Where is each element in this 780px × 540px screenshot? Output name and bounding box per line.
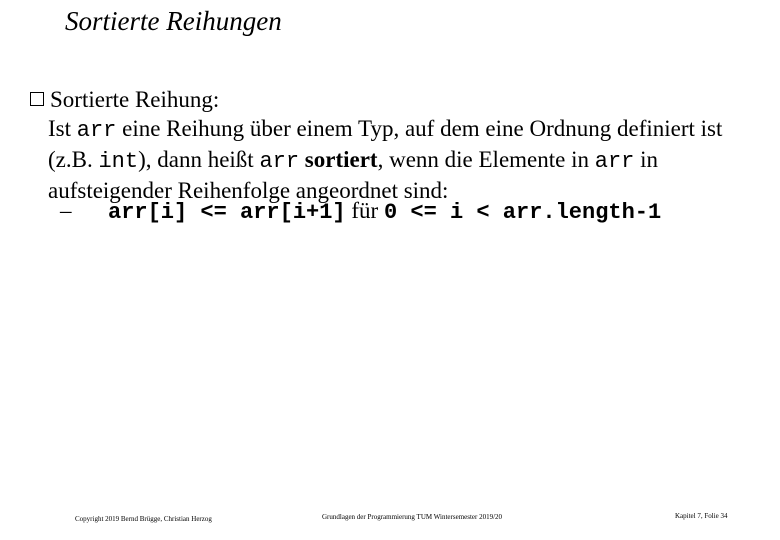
text-part-2: eine Reihung über einem Typ, auf dem eine Ordnung definiert ist (z.B. — [48, 116, 723, 172]
code-arr-2: arr — [259, 149, 300, 174]
bullet-heading — [30, 85, 770, 114]
condition-code-1: arr[i] <= arr[i+1] — [108, 200, 346, 225]
bullet-colon: : — [212, 87, 220, 112]
bullet-term: Sortierte Reihung — [50, 87, 213, 112]
bold-sortiert: sortiert — [304, 147, 378, 172]
footer-copyright: Copyright 2019 Bernd Brügge, Christian Herzog — [75, 515, 212, 523]
text-part-5: , wenn die Elemente in — [377, 147, 595, 172]
code-int: int — [98, 149, 139, 174]
text-part-1: Ist — [48, 116, 77, 141]
sub-item-condition — [60, 196, 661, 227]
footer-course: Grundlagen der Programmierung TUM Wintersemester 2019/20 — [322, 513, 503, 521]
footer-page-number: Kapitel 7, Folie 34 — [675, 512, 728, 520]
condition-word: für — [345, 198, 384, 223]
slide-title: Sortierte Reihungen — [65, 6, 282, 36]
text-part-3: ), dann heißt — [138, 147, 260, 172]
definition-text — [48, 114, 768, 205]
bullet-item — [30, 85, 770, 205]
code-arr-3: arr — [594, 149, 635, 174]
dash-bullet: – — [60, 198, 72, 223]
condition-code-2: 0 <= i < arr.length-1 — [383, 200, 662, 225]
square-bullet-icon — [30, 92, 44, 106]
code-arr-1: arr — [76, 118, 117, 143]
text-part-6: in aufsteigender Reihenfolge angeordnet sind: — [48, 147, 658, 203]
